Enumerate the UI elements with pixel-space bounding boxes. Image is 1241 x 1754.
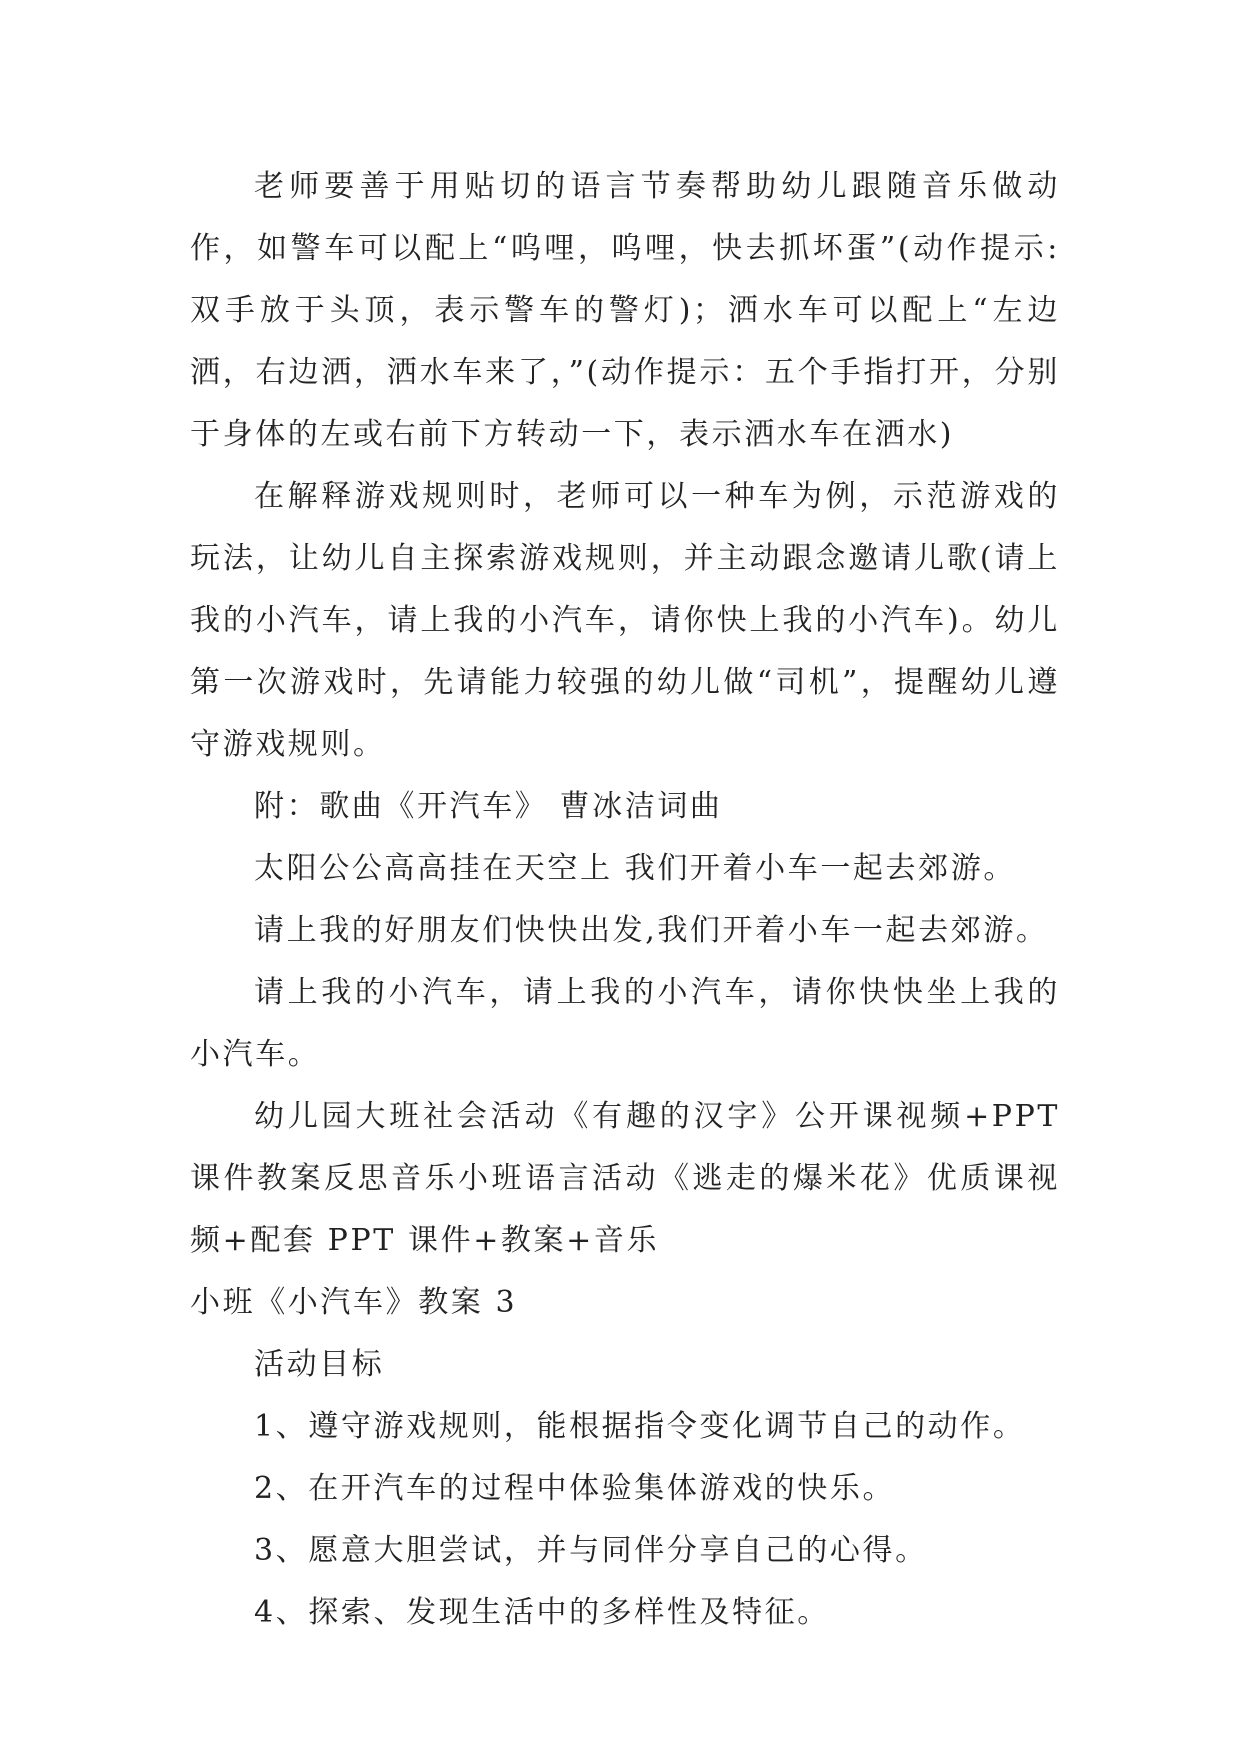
goal-item: 2、在开汽车的过程中体验集体游戏的快乐。 [254, 1471, 896, 1506]
paragraph-related-resources: 幼儿园大班社会活动《有趣的汉字》公开课视频+PPT 课件教案反思音乐小班语言活动《逃走的爆米花》优质课视频+配套 PPT 课件+教案+音乐 [190, 1099, 1060, 1258]
paragraph-action-hints: 老师要善于用贴切的语言节奏帮助幼儿跟随音乐做动作，如警车可以配上“呜哩，呜哩，快去抓坏蛋”(动作提示: 双手放于头顶，表示警车的警灯)；洒水车可以配上“左边洒，右边洒，洒水车来了，”(动作提示：五个手指打开，分别于身体的左或右前下方转动一下，表示洒水车在洒水) [190, 169, 1060, 452]
paragraph-song-title: 附：歌曲《开汽车》 曹冰洁词曲 [254, 789, 723, 824]
paragraph-lyrics-line-2: 请上我的好朋友们快快出发,我们开着小车一起去郊游。 [254, 913, 1049, 948]
document-body [190, 156, 1060, 1644]
paragraph-lyrics-line-1: 太阳公公高高挂在天空上 我们开着小车一起去郊游。 [254, 851, 1016, 886]
goal-item: 3、愿意大胆尝试，并与同伴分享自己的心得。 [254, 1533, 928, 1568]
goals-title: 活动目标 [254, 1347, 385, 1382]
section-heading: 小班《小汽车》教案 3 [190, 1285, 518, 1320]
goal-item: 1、遵守游戏规则，能根据指令变化调节自己的动作。 [254, 1409, 1026, 1444]
goal-item: 4、探索、发现生活中的多样性及特征。 [254, 1595, 830, 1630]
paragraph-game-rules: 在解释游戏规则时，老师可以一种车为例，示范游戏的玩法，让幼儿自主探索游戏规则，并主动跟念邀请儿歌(请上我的小汽车，请上我的小汽车，请你快上我的小汽车)。幼儿第一次游戏时，先请能力较强的幼儿做“司机”，提醒幼儿遵守游戏规则。 [190, 479, 1060, 762]
paragraph-lyrics-line-3: 请上我的小汽车，请上我的小汽车，请你快快坐上我的小汽车。 [190, 975, 1060, 1072]
